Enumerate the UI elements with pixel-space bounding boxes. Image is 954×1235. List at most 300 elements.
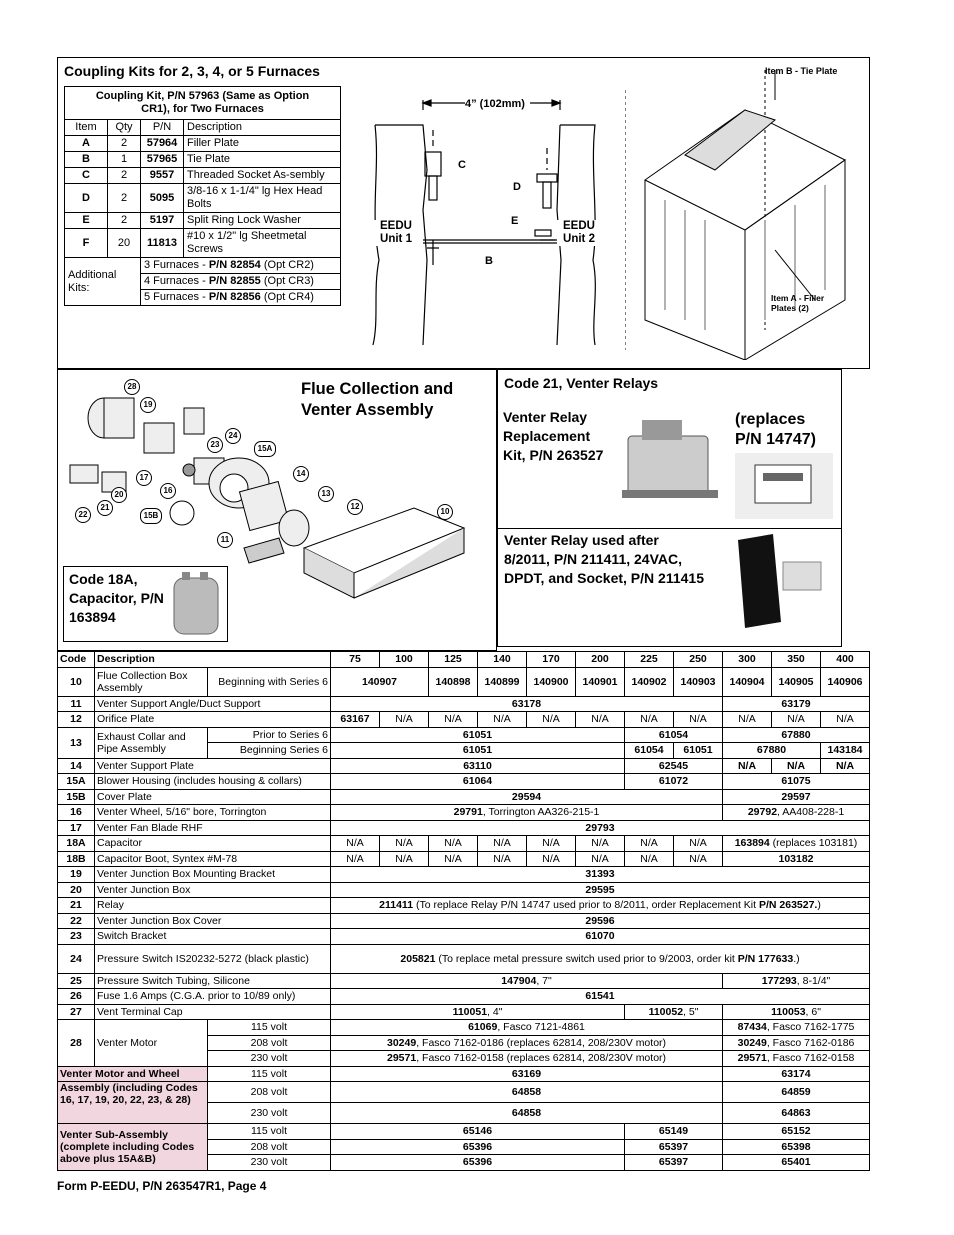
value-cell <box>331 1004 625 1020</box>
old-relay-image <box>735 453 833 519</box>
code-cell: 28 <box>58 1020 95 1067</box>
value-cell: 64863 <box>723 1103 870 1124</box>
part-number: 29792 <box>747 806 778 819</box>
callout-12: 12 <box>347 499 363 515</box>
value-cell: N/A <box>380 836 429 852</box>
pn-cell: 5095 <box>141 184 184 213</box>
relay-divider <box>497 528 842 529</box>
part-number: 29571 <box>737 1052 767 1065</box>
value-cell: 31393 <box>331 867 870 883</box>
table-row <box>58 727 870 743</box>
value-cell: 61541 <box>331 989 870 1005</box>
code-cell: 15B <box>58 789 95 805</box>
size-header: 140 <box>478 652 527 668</box>
relay-after-label: Venter Relay used after 8/2011, P/N 211411, 24VAC, DPDT, and Socket, P/N 211415 <box>504 532 704 586</box>
value-cell <box>723 836 870 852</box>
relay-title: Code 21, Venter Relays <box>504 375 659 391</box>
dimension-label: 4” (102mm) <box>465 98 525 110</box>
voltage-cell: 208 volt <box>208 1035 331 1051</box>
desc-cell: Blower Housing (includes housing & collars) <box>95 774 331 790</box>
desc-cell: Fluе Collection Box Assembly <box>95 667 208 696</box>
part-note: , Fasco 7162-0186 <box>766 1036 855 1049</box>
value-cell: 65396 <box>331 1155 625 1171</box>
part-note-end: .) <box>793 952 800 965</box>
value-cell: 65146 <box>331 1124 625 1140</box>
value-cell: 140907 <box>331 667 429 696</box>
callout-21: 21 <box>97 500 113 516</box>
value-cell: 64858 <box>331 1082 723 1103</box>
value-cell: 65398 <box>723 1139 870 1155</box>
desc-cell: Venter Junction Box <box>95 882 331 898</box>
value-cell: 63110 <box>331 758 625 774</box>
table-row <box>58 867 870 883</box>
unit1-label: EEDU Unit 1 <box>373 220 419 246</box>
kit-text: 4 Furnaces - <box>144 275 209 287</box>
label-b: B <box>485 255 493 267</box>
desc-cell: Exhaust Collar and Pipe Assembly <box>95 727 208 758</box>
value-cell: 140906 <box>821 667 870 696</box>
page-footer: Form P-EEDU, P/N 263547R1, Page 4 <box>57 1179 267 1193</box>
voltage-cell: 208 volt <box>208 1139 331 1155</box>
table-row <box>58 774 870 790</box>
desc-cell: Filler Plate <box>184 136 341 152</box>
code-cell: 21 <box>58 898 95 914</box>
capacitor-label: Code 18A, Capacitor, P/N 163894 <box>69 571 164 625</box>
desc-cell: Pressure Switch Tubing, Silicone <box>95 973 331 989</box>
value-cell: 64859 <box>723 1082 870 1103</box>
desc-cell: Relay <box>95 898 331 914</box>
item-a-label: Item A - Filler Plates (2) <box>771 293 825 313</box>
value-cell: 65397 <box>625 1155 723 1171</box>
kit-opt: (Opt CR4) <box>260 291 314 303</box>
value-cell: N/A <box>527 712 576 728</box>
part-number: 30249 <box>387 1036 417 1049</box>
table-row <box>58 758 870 774</box>
table-row <box>58 696 870 712</box>
table-row <box>58 882 870 898</box>
pn-cell: 9557 <box>141 168 184 184</box>
value-cell: 65397 <box>625 1139 723 1155</box>
value-cell: N/A <box>674 851 723 867</box>
callout-10: 10 <box>437 504 453 520</box>
value-cell <box>331 973 723 989</box>
part-number: 87434 <box>737 1021 767 1034</box>
callout-15a: 15A <box>254 441 276 457</box>
value-cell: 140899 <box>478 667 527 696</box>
desc-cell: Switch Bracket <box>95 929 331 945</box>
desc-cell: 3/8-16 x 1-1/4" lg Hex Head Bolts <box>184 184 341 213</box>
part-note: , Fasco 7162-0158 (replaces 62814, 208/230V motor) <box>416 1052 667 1065</box>
value-cell: 63179 <box>723 696 870 712</box>
table-row <box>58 805 870 821</box>
description-header: Description <box>95 652 331 668</box>
callout-16: 16 <box>160 483 176 499</box>
item-cell: D <box>65 184 108 213</box>
part-note: , 7" <box>536 974 552 987</box>
value-cell: 61051 <box>331 727 625 743</box>
pn-cell: 57965 <box>141 152 184 168</box>
voltage-cell: 115 volt <box>208 1020 331 1036</box>
value-cell: 65152 <box>723 1124 870 1140</box>
additional-kits-label: Additional Kits: <box>65 258 141 306</box>
kit-pn: P/N 82854 <box>208 259 261 271</box>
value-cell: N/A <box>821 712 870 728</box>
part-number: 110051 <box>452 1005 488 1018</box>
voltage-cell: 230 volt <box>208 1103 331 1124</box>
table-row <box>58 1004 870 1020</box>
value-cell: 61051 <box>674 743 723 759</box>
part-note: (replaces 103181) <box>769 837 858 850</box>
kit-opt: (Opt CR2) <box>260 259 314 271</box>
code-cell: 20 <box>58 882 95 898</box>
kit-pn: P/N 82855 <box>208 275 261 287</box>
value-cell: N/A <box>478 851 527 867</box>
value-cell: N/A <box>331 851 380 867</box>
table-row <box>58 667 870 696</box>
table-row <box>58 836 870 852</box>
value-cell: 29597 <box>723 789 870 805</box>
voltage-cell: 208 volt <box>208 1082 331 1103</box>
code-cell: 15A <box>58 774 95 790</box>
value-cell <box>723 1035 870 1051</box>
value-cell: N/A <box>576 836 625 852</box>
capacitor-image <box>168 570 224 638</box>
value-cell: N/A <box>527 851 576 867</box>
size-header: 125 <box>429 652 478 668</box>
value-cell: N/A <box>723 758 772 774</box>
callout-24: 24 <box>225 428 241 444</box>
qty-cell: 2 <box>108 213 141 229</box>
value-cell: N/A <box>723 712 772 728</box>
value-cell: 29595 <box>331 882 870 898</box>
value-cell: 103182 <box>723 851 870 867</box>
value-cell <box>723 805 870 821</box>
pn-cell: 11813 <box>141 229 184 258</box>
table-row <box>65 152 341 168</box>
value-cell: 61070 <box>331 929 870 945</box>
callout-11: 11 <box>217 532 233 548</box>
value-cell: N/A <box>625 851 674 867</box>
header-pn: P/N <box>141 120 184 136</box>
item-cell: E <box>65 213 108 229</box>
part-number: 61069 <box>468 1021 498 1034</box>
part-note: (To replace Relay P/N 14747 used prior to 8/2011, order Replacement Kit <box>413 899 759 912</box>
size-header: 300 <box>723 652 772 668</box>
value-cell: N/A <box>429 851 478 867</box>
value-cell: 63169 <box>331 1066 723 1082</box>
code-cell: 23 <box>58 929 95 945</box>
desc-cell: Venter Motor <box>95 1020 208 1067</box>
part-note: , AA408-228-1 <box>777 806 845 819</box>
value-cell <box>723 1051 870 1067</box>
value-cell: 140900 <box>527 667 576 696</box>
table-row <box>58 989 870 1005</box>
size-header: 225 <box>625 652 674 668</box>
value-cell: 140905 <box>772 667 821 696</box>
table-row <box>58 1020 870 1036</box>
desc-cell: Venter Junction Box Cover <box>95 913 331 929</box>
part-note: , Fasco 7162-0186 (replaces 62814, 208/230V motor) <box>416 1036 667 1049</box>
table-row <box>58 898 870 914</box>
code-cell: 17 <box>58 820 95 836</box>
label-c: C <box>458 159 466 171</box>
value-cell: N/A <box>380 712 429 728</box>
table-row <box>58 851 870 867</box>
value-cell: 143184 <box>821 743 870 759</box>
callout-22: 22 <box>75 507 91 523</box>
value-cell: N/A <box>527 836 576 852</box>
item-cell: C <box>65 168 108 184</box>
assembly-label: Assembly (including Codes 16, 17, 19, 20, 22, 23, & 28) <box>58 1082 208 1124</box>
table-row <box>65 136 341 152</box>
part-note: , Torrington AA326-215-1 <box>482 806 600 819</box>
value-cell: 64858 <box>331 1103 723 1124</box>
voltage-cell: 115 volt <box>208 1124 331 1140</box>
qty-cell: 1 <box>108 152 141 168</box>
relay-kit-label: Venter Relay Replacement Kit, P/N 263527 <box>503 409 604 463</box>
desc-cell: Fuse 1.6 Amps (C.G.A. prior to 10/89 only) <box>95 989 331 1005</box>
label-e: E <box>511 215 519 227</box>
kit-number: P/N 263527. <box>758 899 818 912</box>
callout-19: 19 <box>140 397 156 413</box>
part-number: 163894 <box>734 837 770 850</box>
table-row <box>58 1082 870 1103</box>
code-cell: 22 <box>58 913 95 929</box>
code-header: Code <box>58 652 95 668</box>
value-cell: N/A <box>674 836 723 852</box>
value-cell <box>331 1020 723 1036</box>
header-qty: Qty <box>108 120 141 136</box>
desc-cell: Venter Junction Box Mounting Bracket <box>95 867 331 883</box>
part-note: , 4" <box>487 1005 503 1018</box>
code-cell: 27 <box>58 1004 95 1020</box>
sub-cell: Beginning with Series 6 <box>208 667 331 696</box>
table-row <box>58 929 870 945</box>
table-row <box>65 213 341 229</box>
header-item: Item <box>65 120 108 136</box>
value-cell: 61054 <box>625 743 674 759</box>
qty-cell: 2 <box>108 136 141 152</box>
value-cell: 65401 <box>723 1155 870 1171</box>
voltage-cell: 230 volt <box>208 1155 331 1171</box>
kit-number: P/N 177633 <box>737 952 794 965</box>
replaces-label: (replaces P/N 14747) <box>735 411 816 448</box>
size-header: 200 <box>576 652 625 668</box>
tie-plate-drawing <box>625 70 860 360</box>
callout-23: 23 <box>207 437 223 453</box>
size-header: 350 <box>772 652 821 668</box>
value-cell: N/A <box>576 712 625 728</box>
header-row <box>58 652 870 668</box>
kit-text: 5 Furnaces - <box>144 291 209 303</box>
desc-cell: Threaded Socket As-sembly <box>184 168 341 184</box>
table-row <box>58 1124 870 1140</box>
value-cell <box>331 1051 723 1067</box>
value-cell: 29793 <box>331 820 870 836</box>
desc-cell: Tie Plate <box>184 152 341 168</box>
desc-cell: Capacitor <box>95 836 331 852</box>
part-note: , 6" <box>805 1005 821 1018</box>
relay-kit-image <box>622 416 722 504</box>
kit-table-title: Coupling Kit, P/N 57963 (Same as Option CR1), for Two Furnaces <box>65 87 341 120</box>
table-row <box>65 229 341 258</box>
size-header: 170 <box>527 652 576 668</box>
sub-cell: Prior to Series 6 <box>208 727 331 743</box>
table-row <box>58 712 870 728</box>
value-cell: N/A <box>429 836 478 852</box>
value-cell: N/A <box>821 758 870 774</box>
code-cell: 18A <box>58 836 95 852</box>
callout-28: 28 <box>124 379 140 395</box>
part-note-end: ) <box>817 899 821 912</box>
code-cell: 12 <box>58 712 95 728</box>
part-number: 110052 <box>648 1005 684 1018</box>
flue-title: Flue Collection and Venter Assembly <box>301 380 454 419</box>
assembly-label: Venter Motor and Wheel <box>58 1066 208 1082</box>
desc-cell: Capacitor Boot, Syntex #M-78 <box>95 851 331 867</box>
table-row <box>58 913 870 929</box>
code-cell: 19 <box>58 867 95 883</box>
code-cell: 11 <box>58 696 95 712</box>
value-cell: N/A <box>380 851 429 867</box>
desc-cell: #10 x 1/2" lg Sheetmetal Screws <box>184 229 341 258</box>
size-header: 250 <box>674 652 723 668</box>
value-cell <box>331 1035 723 1051</box>
code-cell: 26 <box>58 989 95 1005</box>
value-cell: 140898 <box>429 667 478 696</box>
value-cell: 29594 <box>331 789 723 805</box>
value-cell: N/A <box>429 712 478 728</box>
value-cell: N/A <box>772 758 821 774</box>
additional-kit <box>141 274 341 290</box>
desc-cell: Vent Terminal Cap <box>95 1004 331 1020</box>
part-number: 205821 <box>400 952 436 965</box>
voltage-cell: 115 volt <box>208 1066 331 1082</box>
additional-kit <box>141 258 341 274</box>
part-number: 30249 <box>737 1036 767 1049</box>
value-cell <box>331 898 870 914</box>
pn-cell: 57964 <box>141 136 184 152</box>
coupling-kit-table <box>64 86 341 306</box>
size-header: 75 <box>331 652 380 668</box>
kit-opt: (Opt CR3) <box>260 275 314 287</box>
value-cell: 140902 <box>625 667 674 696</box>
qty-cell: 20 <box>108 229 141 258</box>
value-cell: 61075 <box>723 774 870 790</box>
code-cell: 25 <box>58 973 95 989</box>
desc-cell: Venter Support Plate <box>95 758 331 774</box>
value-cell: 67880 <box>723 727 870 743</box>
value-cell: 140904 <box>723 667 772 696</box>
subassembly-label: Venter Sub-Assembly (complete including Codes above plus 15A&B) <box>58 1124 208 1171</box>
desc-cell: Split Ring Lock Washer <box>184 213 341 229</box>
callout-15b: 15B <box>140 508 162 524</box>
part-number: 29571 <box>387 1052 417 1065</box>
table-row <box>58 944 870 973</box>
additional-kit <box>141 290 341 306</box>
table-row <box>58 789 870 805</box>
value-cell: 65149 <box>625 1124 723 1140</box>
code-cell: 24 <box>58 944 95 973</box>
value-cell: 140903 <box>674 667 723 696</box>
desc-cell: Orifice Plate <box>95 712 331 728</box>
value-cell: N/A <box>478 836 527 852</box>
callout-20: 20 <box>111 487 127 503</box>
size-header: 100 <box>380 652 429 668</box>
desc-cell: Venter Fan Blade RHF <box>95 820 331 836</box>
kit-text: 3 Furnaces - <box>144 259 209 271</box>
value-cell <box>723 973 870 989</box>
table-row <box>65 168 341 184</box>
table-row <box>65 184 341 213</box>
callout-17: 17 <box>136 470 152 486</box>
part-note: , 8-1/4" <box>796 974 831 987</box>
desc-cell: Cover Plate <box>95 789 331 805</box>
desc-cell: Venter Wheel, 5/16" bore, Torrington <box>95 805 331 821</box>
table-row <box>58 820 870 836</box>
item-cell: B <box>65 152 108 168</box>
part-number: 147904 <box>501 974 537 987</box>
part-note: , Fasco 7162-0158 <box>766 1052 855 1065</box>
value-cell: 63178 <box>331 696 723 712</box>
desc-cell: Pressure Switch IS20232-5272 (black plastic) <box>95 944 331 973</box>
value-cell: N/A <box>576 851 625 867</box>
value-cell: N/A <box>674 712 723 728</box>
value-cell: 29596 <box>331 913 870 929</box>
voltage-cell: 230 volt <box>208 1051 331 1067</box>
value-cell <box>331 944 870 973</box>
desc-cell: Venter Support Angle/Duct Support <box>95 696 331 712</box>
value-cell: 140901 <box>576 667 625 696</box>
new-relay-image <box>733 532 833 632</box>
item-b-label: Item B - Tie Plate <box>765 66 838 76</box>
qty-cell: 2 <box>108 184 141 213</box>
value-cell: 61051 <box>331 743 625 759</box>
label-d: D <box>513 181 521 193</box>
callout-13: 13 <box>318 486 334 502</box>
value-cell: 62545 <box>625 758 723 774</box>
value-cell: N/A <box>478 712 527 728</box>
value-cell: N/A <box>772 712 821 728</box>
value-cell: 65396 <box>331 1139 625 1155</box>
value-cell: 67880 <box>723 743 821 759</box>
pn-cell: 5197 <box>141 213 184 229</box>
part-number: 110053 <box>771 1005 806 1018</box>
part-number: 177293 <box>761 974 797 987</box>
code-cell: 13 <box>58 727 95 758</box>
code-cell: 14 <box>58 758 95 774</box>
value-cell <box>723 1020 870 1036</box>
code-cell: 10 <box>58 667 95 696</box>
value-cell: 63174 <box>723 1066 870 1082</box>
code-cell: 18B <box>58 851 95 867</box>
value-cell: N/A <box>625 836 674 852</box>
sub-cell: Beginning Series 6 <box>208 743 331 759</box>
callout-14: 14 <box>293 466 309 482</box>
table-row <box>58 973 870 989</box>
value-cell: N/A <box>625 712 674 728</box>
part-number: 211411 <box>379 899 414 912</box>
part-number: 29791 <box>453 806 483 819</box>
value-cell: 61072 <box>625 774 723 790</box>
table-row <box>58 1066 870 1082</box>
kit-pn: P/N 82856 <box>208 291 261 303</box>
header-description: Description <box>184 120 341 136</box>
item-cell: A <box>65 136 108 152</box>
value-cell <box>723 1004 870 1020</box>
size-header: 400 <box>821 652 870 668</box>
part-note: , Fasco 7162-1775 <box>766 1021 855 1034</box>
